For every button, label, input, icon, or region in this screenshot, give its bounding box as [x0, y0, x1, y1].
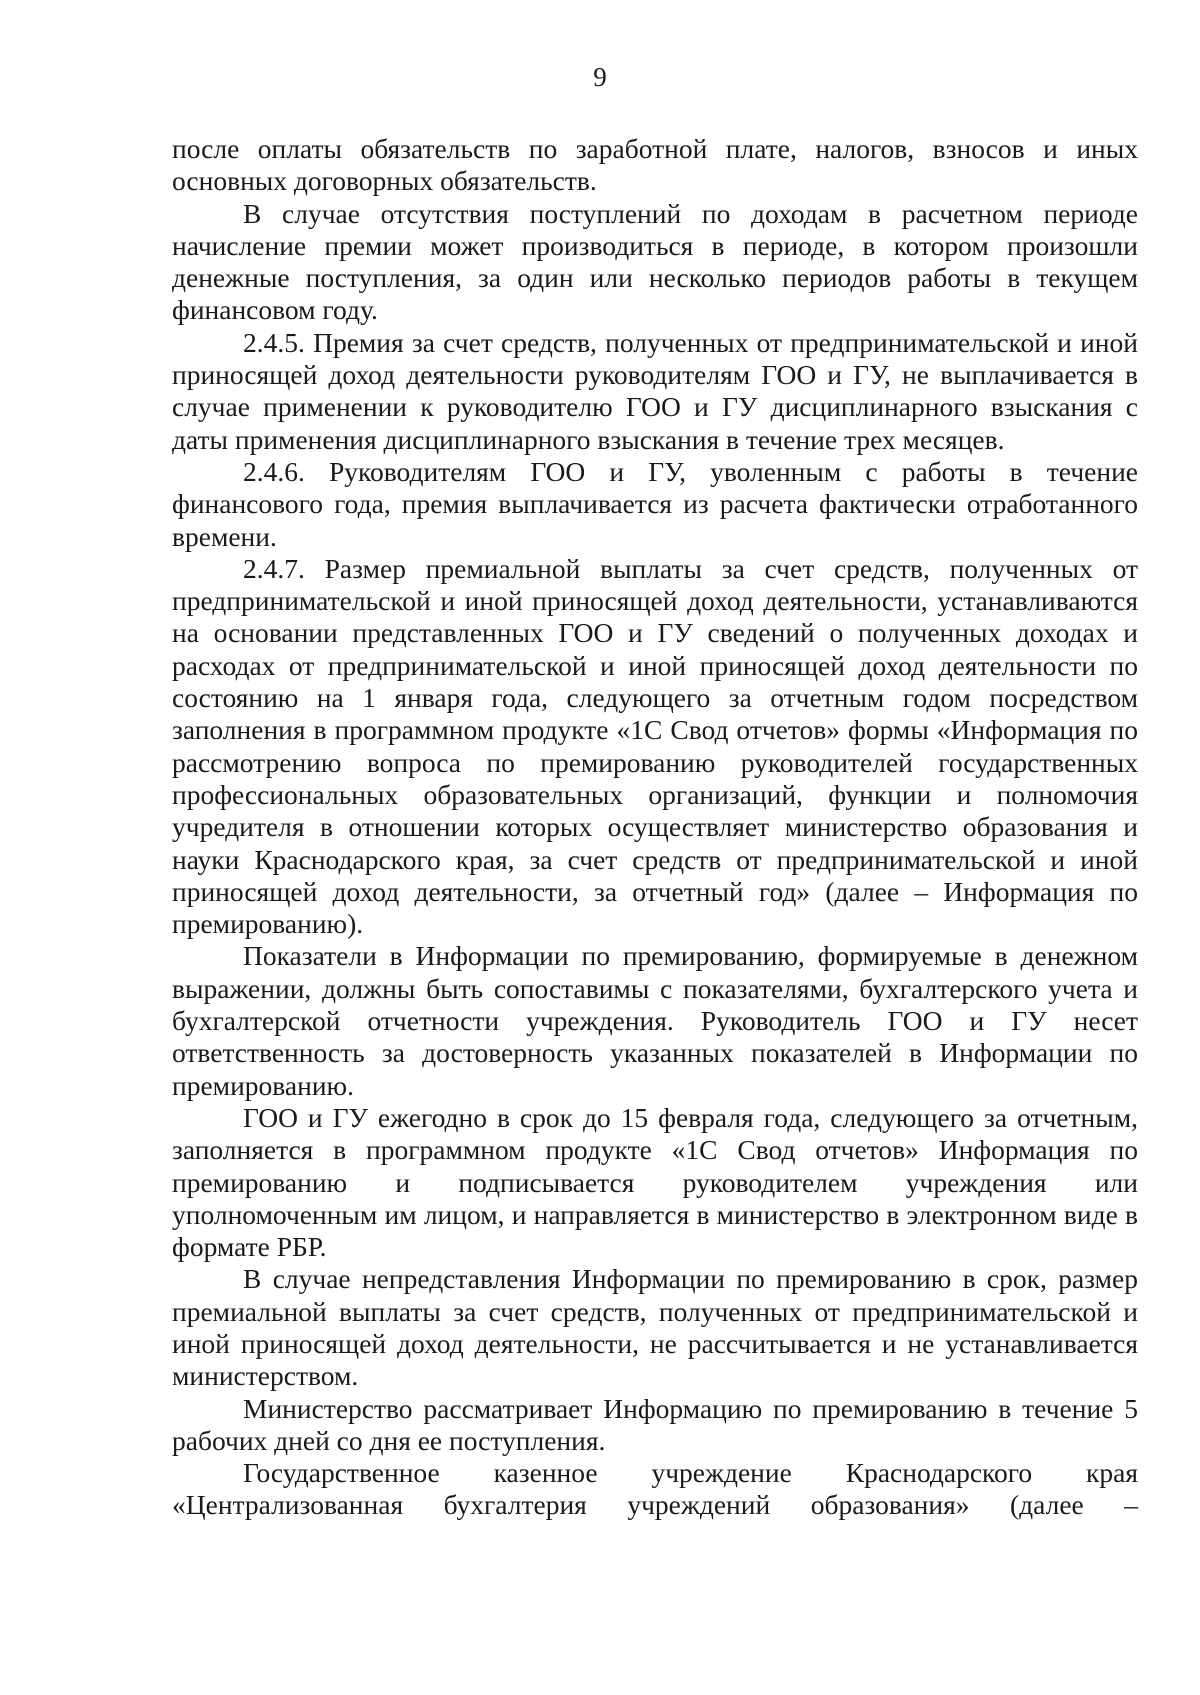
paragraph-2: В случае отсутствия поступлений по доходам в расчетном периоде начисление премии может производиться в периоде, в котором произошли денежные поступления, за один или несколько периодов работы в текущем финансовом году.	[172, 197, 1138, 326]
paragraph-non-submission: В случае непредставления Информации по премированию в срок, размер премиальной выплаты за счет средств, полученных от предпринимательской и иной приносящей доход деятельности, не рассчитывается и не устанавливается министерством.	[172, 1263, 1138, 1392]
paragraph-deadline: ГОО и ГУ ежегодно в срок до 15 февраля года, следующего за отчетным, заполняется в программном продукте «1С Свод отчетов» Информация по премированию и подписывается руководителем учреждения или уполномоченным им лицом, и направляется в министерство в электронном виде в формате РБР.	[172, 1101, 1138, 1263]
paragraph-2-4-7: 2.4.7. Размер премиальной выплаты за счет средств, полученных от предпринимательской и иной приносящей доход деятельности, устанавливаются на основании представленных ГОО и ГУ сведений о полученных доходах и расходах от предпринимательской и иной приносящей доход деятельности по состоянию на 1 января года, следующего за отчетным годом посредством заполнения в программном продукте «1С Свод отчетов» формы «Информация по рассмотрению вопроса по премированию руководителей государственных профессиональных образовательных организаций, функции и полномочия учредителя в отношении которых осуществляет министерство образования и науки Краснодарского края, за счет средств от предпринимательской и иной приносящей доход деятельности, за отчетный год» (далее – Информация по премированию).	[172, 552, 1138, 940]
paragraph-2-4-6: 2.4.6. Руководителям ГОО и ГУ, уволенным с работы в течение финансового года, премия выплачивается из расчета фактически отработанного времени.	[172, 455, 1138, 552]
paragraph-institution: Государственное казенное учреждение Краснодарского края «Централизованная бухгалтерия учреждений образования» (далее –	[172, 1457, 1138, 1521]
paragraph-2-4-5: 2.4.5. Премия за счет средств, полученных от предпринимательской и иной приносящей доход деятельности руководителям ГОО и ГУ, не выплачивается в случае применении к руководителю ГОО и ГУ дисциплинарного взыскания с даты применения дисциплинарного взыскания в течение трех месяцев.	[172, 326, 1138, 455]
paragraph-1: после оплаты обязательств по заработной плате, налогов, взносов и иных основных договорных обязательств.	[172, 133, 1138, 197]
page-number: 9	[593, 62, 607, 92]
paragraph-review: Министерство рассматривает Информацию по премированию в течение 5 рабочих дней со дня ее поступления.	[172, 1392, 1138, 1456]
body-text	[172, 133, 1138, 1522]
paragraph-indicators: Показатели в Информации по премированию, формируемые в денежном выражении, должны быть сопоставимы с показателями, бухгалтерского учета и бухгалтерской отчетности учреждения. Руководитель ГОО и ГУ несет ответственность за достоверность указанных показателей в Информации по премированию.	[172, 940, 1138, 1101]
